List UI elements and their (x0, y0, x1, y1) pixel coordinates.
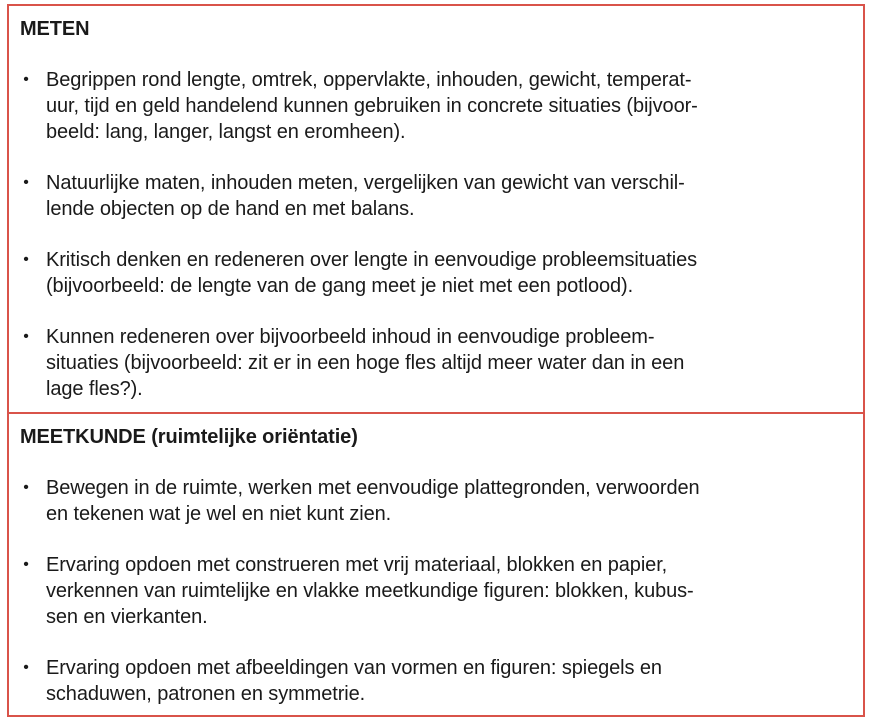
bullet-icon: • (23, 479, 29, 496)
bullet-list-meetkunde (20, 475, 849, 707)
bullet-icon: • (23, 251, 29, 268)
bullet-list-meten (20, 67, 849, 402)
list-item (20, 324, 849, 402)
list-item-text: Natuurlijke maten, inhouden meten, vergelijken van gewicht van verschil- lende objecten op de hand en met balans. (46, 172, 685, 220)
list-item (20, 170, 849, 222)
list-item-text: Bewegen in de ruimte, werken met eenvoudige plattegronden, verwoorden en tekenen wat je wel en niet kunt zien. (46, 477, 700, 525)
list-item (20, 247, 849, 299)
bullet-icon: • (23, 71, 29, 88)
section-heading-meetkunde: MEETKUNDE (ruimtelijke oriëntatie) (20, 426, 358, 448)
list-item (20, 67, 849, 145)
bullet-icon: • (23, 556, 29, 573)
list-item (20, 552, 849, 630)
section-meetkunde (9, 412, 863, 715)
bullet-icon: • (23, 174, 29, 191)
bullet-icon: • (23, 328, 29, 345)
section-meten (9, 6, 863, 412)
list-item-text: Kunnen redeneren over bijvoorbeeld inhoud in eenvoudige probleem- situaties (bijvoorbeeld: zit er in een hoge fles altijd meer water dan in een lage fles?). (46, 326, 685, 400)
bullet-icon: • (23, 659, 29, 676)
list-item (20, 655, 849, 707)
list-item-text: Ervaring opdoen met construeren met vrij materiaal, blokken en papier, verkennen van ruimtelijke en vlakke meetkundige figuren: blokken, kubus- sen en vierkanten. (46, 554, 694, 628)
list-item-text: Kritisch denken en redeneren over lengte in eenvoudige probleemsituaties (bijvoorbeeld: de lengte van de gang meet je niet met een potlood). (46, 249, 698, 297)
list-item-text: Ervaring opdoen met afbeeldingen van vormen en figuren: spiegels en schaduwen, patronen en symmetrie. (46, 657, 662, 705)
content-table (7, 4, 865, 717)
list-item (20, 475, 849, 527)
list-item-text: Begrippen rond lengte, omtrek, oppervlakte, inhouden, gewicht, temperat- uur, tijd en geld handelend kunnen gebruiken in concrete situaties (bijvoor- beeld: lang, langer, langst en eromheen). (46, 69, 698, 143)
section-heading-meten: METEN (20, 18, 90, 40)
